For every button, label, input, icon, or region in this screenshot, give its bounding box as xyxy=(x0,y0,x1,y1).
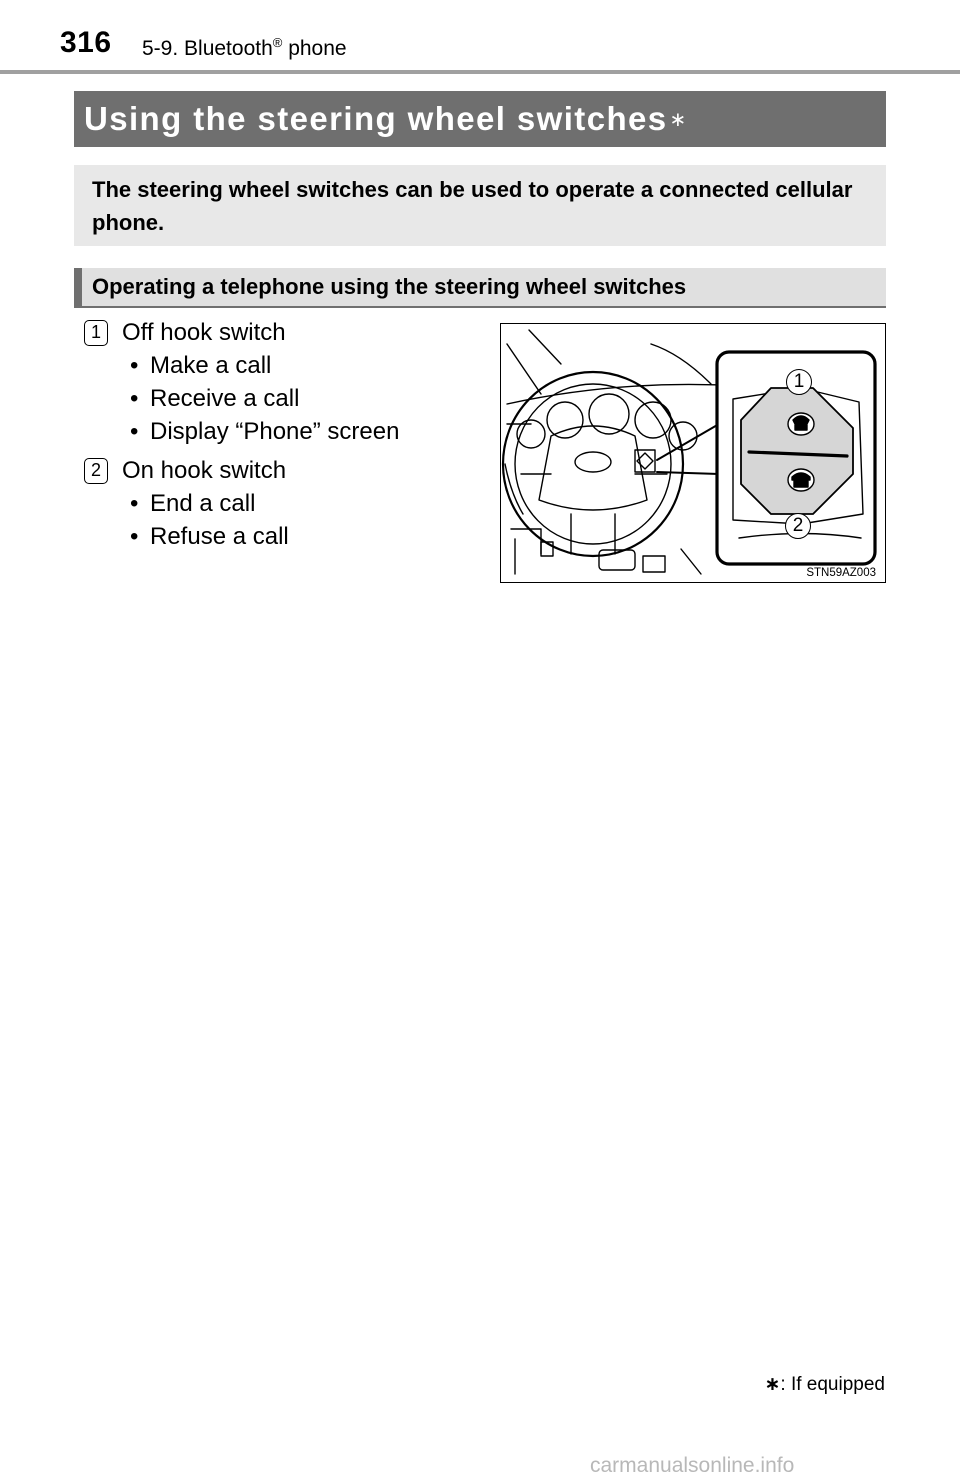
figure-code: STN59AZ003 xyxy=(806,567,876,579)
list-item: • Receive a call xyxy=(130,382,399,415)
footnote-text: : If equipped xyxy=(780,1374,885,1395)
page-title-text: Using the steering wheel switches xyxy=(84,100,668,137)
list-item: • Display “Phone” screen xyxy=(130,415,399,448)
page-number: 316 xyxy=(60,26,112,59)
section-header xyxy=(142,35,347,61)
list-item: • Refuse a call xyxy=(130,520,289,553)
item-number-badge: 1 xyxy=(84,320,108,346)
title-asterisk: ∗ xyxy=(669,108,688,131)
off-hook-phone-icon xyxy=(788,413,814,435)
footnote-mark: ∗ xyxy=(764,1374,781,1395)
item-label: On hook switch xyxy=(122,457,287,484)
section-suffix: phone xyxy=(282,37,347,60)
item-number-badge: 2 xyxy=(84,458,108,484)
item-bullet-list xyxy=(130,487,289,553)
list-item: • Make a call xyxy=(130,349,399,382)
top-rule xyxy=(0,70,960,74)
steering-wheel-illustration xyxy=(501,324,886,583)
subheading: Operating a telephone using the steering wheel switches xyxy=(74,268,886,308)
bullet: • xyxy=(130,490,139,517)
steering-wheel-figure xyxy=(500,323,886,583)
on-hook-phone-icon xyxy=(788,469,814,491)
page-title xyxy=(74,91,886,147)
item-label: Off hook switch xyxy=(122,319,286,346)
item-bullet-list xyxy=(130,349,399,448)
callout-2: 2 xyxy=(785,513,811,539)
intro-box: The steering wheel switches can be used to operate a connected cellular phone. xyxy=(74,165,886,246)
registered-mark: ® xyxy=(272,35,283,50)
callout-1: 1 xyxy=(786,369,812,395)
list-item: • End a call xyxy=(130,487,289,520)
section-name: 5-9. Bluetooth xyxy=(142,37,273,60)
bullet: • xyxy=(130,385,139,412)
bullet: • xyxy=(130,352,139,379)
bullet: • xyxy=(130,418,139,445)
bullet: • xyxy=(130,523,139,550)
footnote xyxy=(764,1373,885,1396)
watermark[interactable]: carmanualsonline.info xyxy=(590,1454,795,1477)
